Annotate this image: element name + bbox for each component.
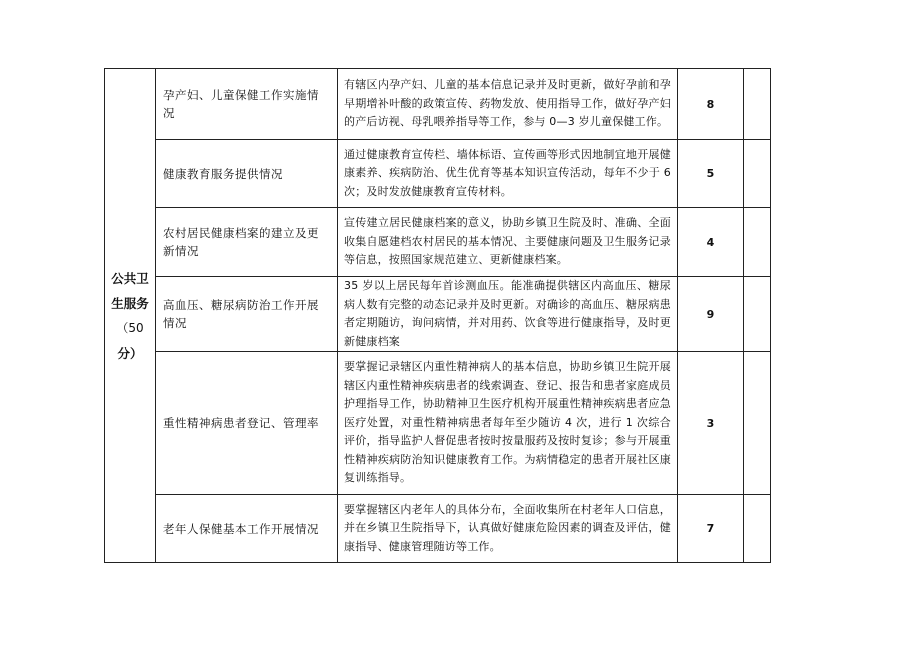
item-name: 重性精神病患者登记、管理率	[156, 352, 338, 495]
item-description: 有辖区内孕产妇、儿童的基本信息记录并及时更新，做好孕前和孕早期增补叶酸的政策宣传、药物发放、使用指导工作，做好孕产妇的产后访视、母乳喂养指导等工作，参与 0—3 岁儿童保健工作。	[338, 69, 678, 140]
blank-cell	[744, 69, 771, 140]
blank-cell	[744, 277, 771, 352]
blank-cell	[744, 352, 771, 495]
item-name: 孕产妇、儿童保健工作实施情况	[156, 69, 338, 140]
item-description: 宣传建立居民健康档案的意义，协助乡镇卫生院及时、准确、全面收集自愿建档农村居民的基本情况、主要健康问题及卫生服务记录等信息，按照国家规范建立、更新健康档案。	[338, 208, 678, 277]
category-cell	[105, 69, 156, 563]
item-score: 8	[678, 69, 744, 140]
table-row	[105, 140, 771, 208]
table-row	[105, 352, 771, 495]
item-description: 通过健康教育宣传栏、墙体标语、宣传画等形式因地制宜地开展健康素养、疾病防治、优生优育等基本知识宣传活动，每年不少于 6 次；及时发放健康教育宣传材料。	[338, 140, 678, 208]
blank-cell	[744, 495, 771, 563]
item-description: 35 岁以上居民每年首诊测血压。能准确提供辖区内高血压、糖尿病人数有完整的动态记录并及时更新。对确诊的高血压、糖尿病患者定期随访，询问病情，并对用药、饮食等进行健康指导，及时更新健康档案	[338, 277, 678, 352]
item-name: 老年人保健基本工作开展情况	[156, 495, 338, 563]
table-row	[105, 208, 771, 277]
table-row	[105, 69, 771, 140]
item-description: 要掌握辖区内老年人的具体分布，全面收集所在村老年人口信息，并在乡镇卫生院指导下，认真做好健康危险因素的调查及评估，健康指导、健康管理随访等工作。	[338, 495, 678, 563]
table-row	[105, 277, 771, 352]
item-score: 9	[678, 277, 744, 352]
item-score: 5	[678, 140, 744, 208]
item-score: 4	[678, 208, 744, 277]
category-label-line2: 生服务	[111, 295, 149, 311]
category-points-unit: 分）	[117, 345, 143, 361]
table-row	[105, 495, 771, 563]
category-points: （50	[116, 320, 144, 335]
blank-cell	[744, 208, 771, 277]
blank-cell	[744, 140, 771, 208]
assessment-table	[104, 68, 771, 563]
item-name: 健康教育服务提供情况	[156, 140, 338, 208]
item-score: 7	[678, 495, 744, 563]
category-label-line1: 公共卫	[111, 270, 149, 286]
item-name: 高血压、糖尿病防治工作开展情况	[156, 277, 338, 352]
item-description: 要掌握记录辖区内重性精神病人的基本信息，协助乡镇卫生院开展辖区内重性精神疾病患者的线索调查、登记、报告和患者家庭成员护理指导工作，协助精神卫生医疗机构开展重性精神疾病患者应急医疗处置，对重性精神病患者每年至少随访 4 次，进行 1 次综合评价，指导监护人督促患者按时按量服药及按时复诊；参与开展重性精神疾病防治知识健康教育工作。为病情稳定的患者开展社区康复训练指导。	[338, 352, 678, 495]
item-name: 农村居民健康档案的建立及更新情况	[156, 208, 338, 277]
item-score: 3	[678, 352, 744, 495]
